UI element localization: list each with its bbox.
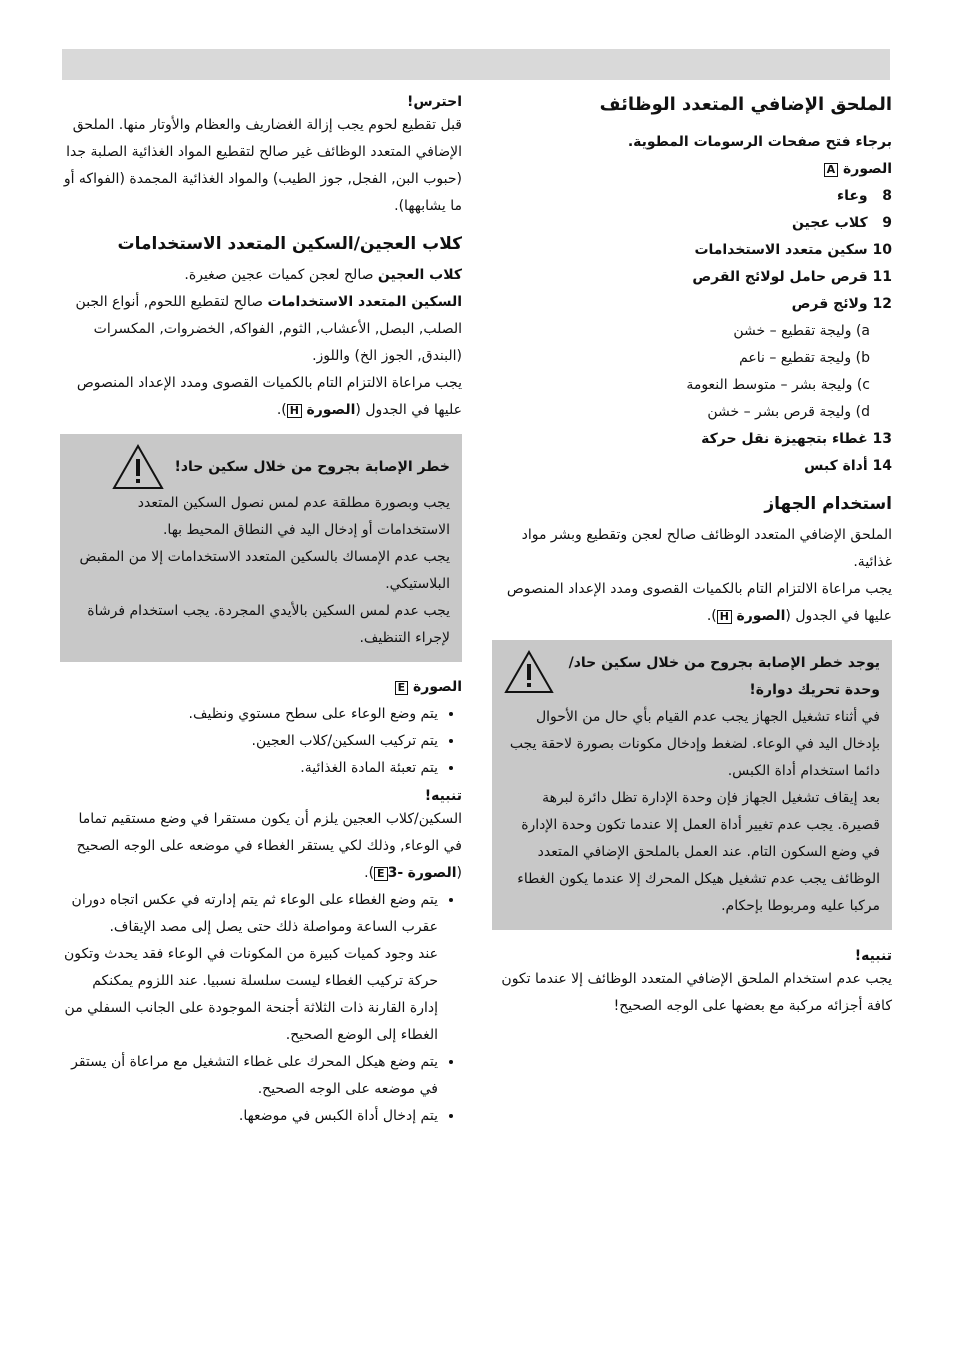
steps-list [60, 701, 462, 782]
usage-limits: يجب مراعاة الالتزام التام بالكميات القصوى ومدد الإعداد المنصوص عليها في الجدول (الصورة H). [506, 581, 892, 624]
warning-triangle-icon [112, 444, 164, 490]
list-item: 14 أداة كبس [804, 458, 892, 474]
section-title-multifunction: الملحق الإضافي المتعدد الوظائف [599, 94, 892, 115]
list-item: c) وليجة بشر – متوسط النعومة [686, 377, 870, 393]
figure-letter-h: H [717, 610, 732, 624]
figure-label: الصورة [843, 161, 892, 177]
warning-box [60, 434, 462, 662]
figure-letter-e: E [374, 867, 388, 881]
header-bar [62, 49, 890, 80]
note-text: السكين/كلاب العجين يلزم أن يكون مستقرا في وضع مستقيم تماما في الوعاء, وذلك لكي يستقر الغطاء في موضعه على الوجه الصحيح (الصورة -3E). [76, 811, 462, 881]
warning-box [492, 640, 892, 930]
note-title: تنبيه! [424, 788, 462, 804]
usage-text: الملحق الإضافي المتعدد الوظائف صالح لعجن وتقطيع وبشر مواد غذائية. [521, 527, 892, 570]
figure-letter-e: E [395, 681, 409, 695]
list-item: 9 كلاب عجين [791, 215, 892, 231]
figure-letter-h: H [287, 404, 302, 418]
warning-heading: خطر الإصابة بجروح من خلال سكين حاد! [174, 458, 450, 475]
steps-list-2 [60, 887, 462, 1130]
list-item: • يتم تركيب السكين/كلاب العجين. [60, 728, 438, 755]
knife-text: السكين المتعدد الاستخدامات صالح لتقطيع اللحوم, أنواع الجبن الصلب, البصل, الأعشاب, الثوم, الفواكه, الخضروات, المكسرات (البندق, الجوز الخ) واللوز. [75, 294, 462, 364]
figure-ref-a [492, 156, 892, 183]
caution-title: احترس! [406, 94, 462, 110]
note-title: تنبيه! [854, 948, 892, 964]
warning-triangle-icon [504, 650, 554, 694]
figure-ref-e: الصورة E [60, 674, 462, 701]
warning-heading: يوجد خطر الإصابة بجروح من خلال سكين حاد/وحدة تحريك دوارة! [568, 655, 880, 698]
usage-title: استخدام الجهاز [764, 494, 892, 514]
right-column [492, 88, 892, 1020]
list-item: • يتم تعبئة المادة الغذائية. [60, 755, 438, 782]
list-item: 13 غطاء بتجهيزة نقل حركة [701, 431, 892, 447]
list-item: • يتم وضع الوعاء على سطح مستوي ونظيف. [60, 701, 438, 728]
list-item: a) وليجة تقطيع – خشن [733, 323, 870, 339]
warning-text: يجب عدم الإمساك بالسكين المتعدد الاستخدامات إلا من المقبض البلاستيكي. [79, 549, 450, 592]
list-item: • يتم وضع هيكل المحرك على غطاء التشغيل مع مراعاة أن يستقر في موضعه على الوجه الصحيح. [60, 1049, 438, 1103]
caution-text: قبل تقطيع لحوم يجب إزالة الغضاريف والعظام والأوتار منها. الملحق الإضافي المتعدد الوظائف غير صالح لتقطيع المواد الغذائية الصلبة جدا (حبوب البن, الفجل, جوز الطيب) والمواد الغذائية المجمدة (الفواكه أو ما يشابهها). [63, 117, 462, 214]
list-item: 8 وعاء [836, 188, 892, 204]
limits-text: يجب مراعاة الالتزام التام بالكميات القصوى ومدد الإعداد المنصوص عليها في الجدول (الصورة H). [76, 375, 462, 418]
note-text: يجب عدم استخدام الملحق الإضافي المتعدد الوظائف إلا عندما تكون كافة أجزائه مركبة مع بعضها على الوجه الصحيح! [501, 971, 892, 1014]
list-item: • يتم إدخال أداة الكبس في موضعها. [60, 1103, 438, 1130]
list-item: • يتم وضع الغطاء على الوعاء ثم يتم إدارته في عكس اتجاه دوران عقرب الساعة ومواصلة ذلك حتى يصل إلى مصد الإيقاف. عند وجود كميات كبيرة من المكونات في الوعاء فقد يحدث وتكون حركة تركيب الغطاء ليست سلسلة نسبيا. عند اللزوم يمكنكم إدارة القارنة ذات الثلاثة أجنحة الموجودة على الجانب السفلي من الغطاء إلى الوضع الصحيح. [60, 887, 438, 1049]
figure-letter-a: A [824, 163, 839, 177]
left-column [60, 88, 462, 1130]
warning-text: في أثناء تشغيل الجهاز يجب عدم القيام بأي حال من الأحوال بإدخال اليد في الوعاء. لضغط وإدخال مكونات بصورة لاحقة يجب دائما استخدام أداة الكبس. [509, 709, 880, 779]
list-item: d) وليجة قرص بشر – خشن [707, 404, 870, 420]
list-item: 12 ولائج قرص [791, 296, 892, 312]
list-item: 11 قرص حامل لولائج القرص [692, 269, 892, 285]
hook-text: كلاب العجين صالح لعجن كميات عجين صغيرة. [184, 267, 462, 283]
intro-text: برجاء فتح صفحات الرسومات المطوية. [627, 134, 892, 150]
list-item: b) وليجة تقطيع – ناعم [739, 350, 870, 366]
warning-text: يجب عدم لمس السكين بالأيدي المجردة. يجب استخدام فرشاة لإجراء التنظيف. [87, 603, 450, 646]
list-item: 10 سكين متعدد الاستخدامات [694, 242, 892, 258]
parts-list [492, 183, 892, 480]
section-title-knife: كلاب العجين/السكين المتعدد الاستخدامات [117, 234, 462, 254]
warning-text: يجب وبصورة مطلقة عدم لمس نصول السكين المتعدد الاستخدامات أو إدخال اليد في النطاق المحيط بها. [137, 495, 450, 538]
warning-text: بعد إيقاف تشغيل الجهاز فإن وحدة الإدارة تظل دائرة لبرهة قصيرة. يجب عدم تغيير أداة العمل إلا عندما تكون وحدة الإدارة في وضع السكون التام. عند العمل بالملحق الإضافي المتعدد الوظائف يجب عدم تشغيل هيكل المحرك إلا عندما يكون الغطاء مركبا عليه ومربوطا بإحكام. [517, 790, 880, 914]
